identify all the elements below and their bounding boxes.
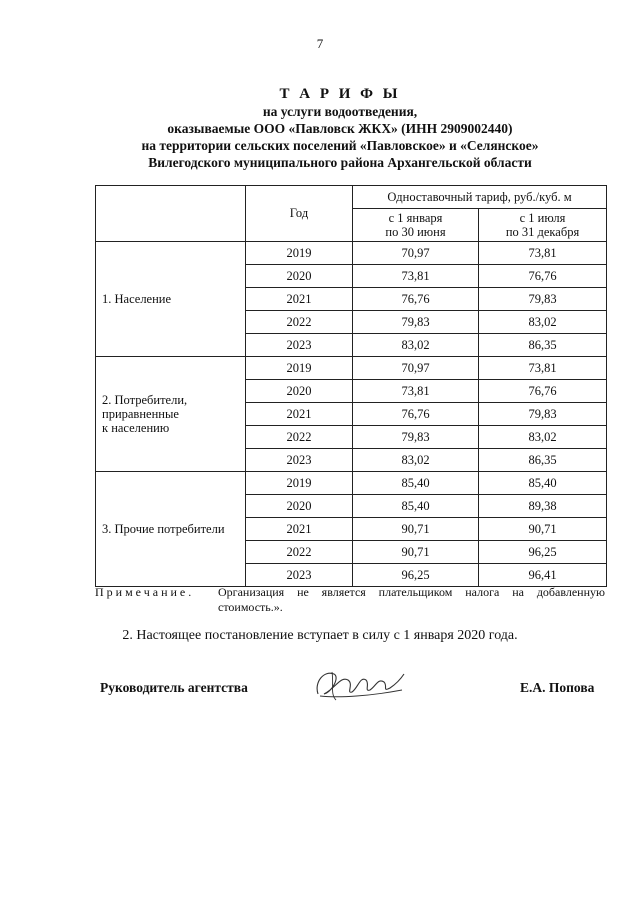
tariff-h2-cell: 76,76 (479, 380, 607, 403)
title-line-2: оказываемые ООО «Павловск ЖКХ» (ИНН 2909002440) (167, 121, 513, 136)
title-main: Т А Р И Ф Ы (279, 86, 401, 102)
title-line-3: на территории сельских поселений «Павловское» и «Селянское» (141, 138, 539, 153)
title-line-1: на услуги водоотведения, (262, 104, 418, 119)
period-2-line-1: с 1 июля (519, 211, 566, 225)
tariff-h1-cell: 70,97 (353, 242, 479, 265)
year-cell: 2019 (246, 242, 353, 265)
tariff-h2-cell: 86,35 (479, 449, 607, 472)
category-line: к населению (102, 421, 170, 435)
year-cell: 2021 (246, 518, 353, 541)
period-2-line-2: по 31 декабря (505, 225, 580, 239)
tariff-h1-cell: 85,40 (353, 472, 479, 495)
table-row (96, 242, 607, 265)
title-line-4: Вилегодского муниципального района Архангельской области (148, 155, 532, 170)
page-number: 7 (316, 36, 324, 51)
tariff-h1-cell: 90,71 (353, 518, 479, 541)
tariff-h2-cell: 76,76 (479, 265, 607, 288)
year-cell: 2023 (246, 564, 353, 587)
signatory-name: Е.А. Попова (520, 680, 595, 695)
year-cell: 2021 (246, 403, 353, 426)
year-cell: 2020 (246, 495, 353, 518)
tariff-h2-cell: 83,02 (479, 311, 607, 334)
tariff-h1-cell: 90,71 (353, 541, 479, 564)
handwritten-signature (310, 660, 410, 708)
tariff-h2-cell: 96,41 (479, 564, 607, 587)
table-row (96, 357, 607, 380)
category-cell (96, 357, 246, 472)
category-header (96, 186, 246, 242)
table-row (96, 472, 607, 495)
tariff-h1-cell: 79,83 (353, 311, 479, 334)
tariff-h1-cell: 76,76 (353, 403, 479, 426)
tariff-header: Одноставочный тариф, руб./куб. м (353, 186, 607, 209)
document-title (70, 86, 610, 171)
year-cell: 2019 (246, 357, 353, 380)
tariff-h2-cell: 85,40 (479, 472, 607, 495)
tariff-h2-cell: 73,81 (479, 242, 607, 265)
year-cell: 2022 (246, 311, 353, 334)
tariff-h2-cell: 90,71 (479, 518, 607, 541)
category-line: 2. Потребители, (102, 393, 188, 407)
category-cell (96, 472, 246, 587)
effective-date-paragraph: 2. Настоящее постановление вступает в силу с 1 января 2020 года. (122, 628, 518, 643)
tariff-h1-cell: 83,02 (353, 334, 479, 357)
signatory-title: Руководитель агентства (100, 680, 248, 695)
year-cell: 2020 (246, 265, 353, 288)
note-text: Организация не является плательщиком налога на добавленную стоимость.». (218, 585, 605, 614)
tariff-h2-cell: 79,83 (479, 288, 607, 311)
tariff-h1-cell: 83,02 (353, 449, 479, 472)
tariff-h2-cell: 79,83 (479, 403, 607, 426)
year-cell: 2020 (246, 380, 353, 403)
year-cell: 2022 (246, 426, 353, 449)
category-cell (96, 242, 246, 357)
tariff-h1-cell: 76,76 (353, 288, 479, 311)
tariff-h1-cell: 70,97 (353, 357, 479, 380)
year-cell: 2022 (246, 541, 353, 564)
year-cell: 2023 (246, 334, 353, 357)
year-cell: 2023 (246, 449, 353, 472)
tariff-h1-cell: 73,81 (353, 265, 479, 288)
note-label: Примечание. (95, 585, 195, 599)
category-line: приравненные (102, 407, 179, 421)
period-2-header (479, 209, 607, 242)
tariff-h1-cell: 85,40 (353, 495, 479, 518)
period-1-line-1: с 1 января (388, 211, 443, 225)
year-header: Год (246, 186, 353, 242)
tariff-h2-cell: 96,25 (479, 541, 607, 564)
tariff-h2-cell: 86,35 (479, 334, 607, 357)
category-line: 1. Население (102, 292, 172, 306)
tariff-h2-cell: 73,81 (479, 357, 607, 380)
period-1-header (353, 209, 479, 242)
tariff-h1-cell: 79,83 (353, 426, 479, 449)
tariff-body (96, 242, 607, 587)
tariff-h2-cell: 83,02 (479, 426, 607, 449)
tariff-h1-cell: 96,25 (353, 564, 479, 587)
tariff-h2-cell: 89,38 (479, 495, 607, 518)
tariff-h1-cell: 73,81 (353, 380, 479, 403)
year-cell: 2021 (246, 288, 353, 311)
period-1-line-2: по 30 июня (385, 225, 446, 239)
category-line: 3. Прочие потребители (102, 522, 225, 536)
tariff-table (95, 185, 607, 587)
year-cell: 2019 (246, 472, 353, 495)
